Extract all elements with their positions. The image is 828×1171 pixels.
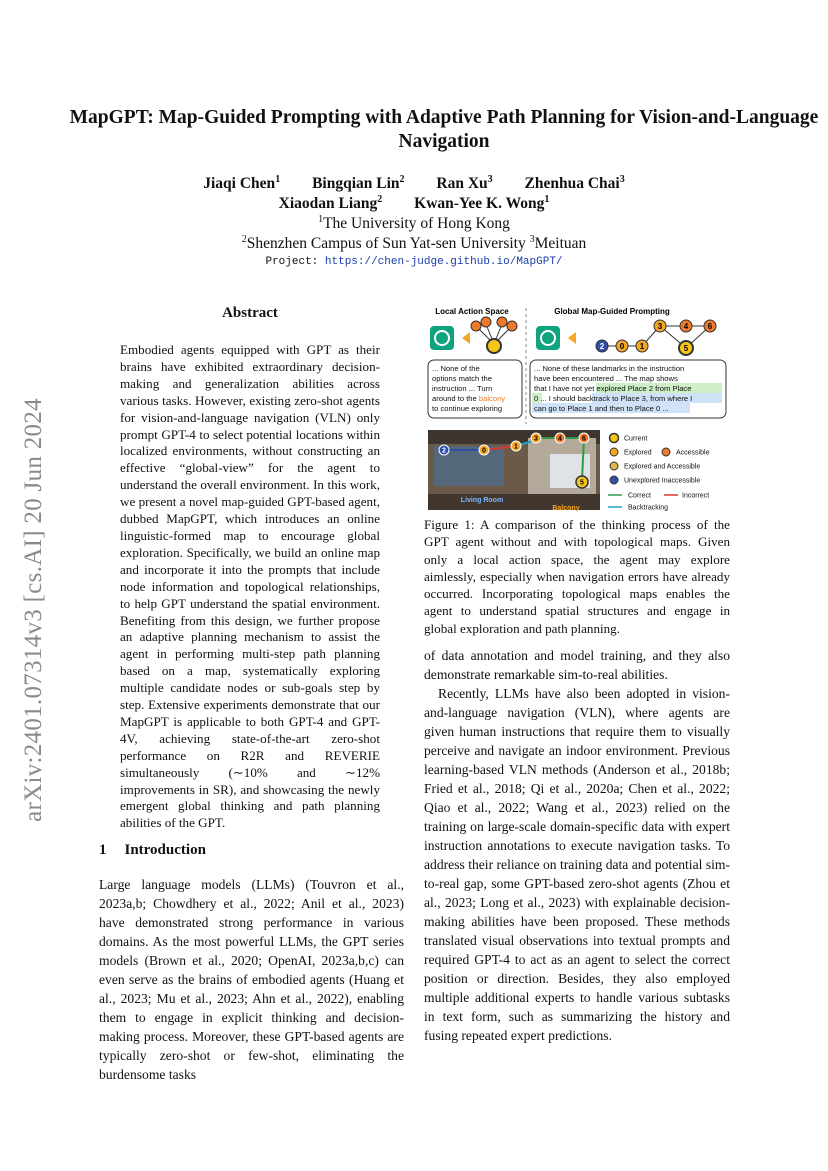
arxiv-identifier [14, 375, 54, 845]
svg-text:3: 3 [534, 435, 538, 443]
node-label: 5 [683, 344, 689, 353]
author-block [0, 174, 828, 254]
project-link[interactable]: https://chen-judge.github.io/MapGPT/ [324, 256, 563, 268]
figure-legend [608, 434, 710, 512]
arrow-left-icon [568, 332, 576, 344]
paper-title: MapGPT: Map-Guided Prompting with Adaptive Path Planning for Vision-and-Language Navigation [69, 107, 819, 152]
svg-text:Current: Current [624, 435, 648, 443]
section-heading: 1 Introduction [99, 842, 206, 858]
svg-text:0 ... I should backtrack to Pl: 0 ... I should backtrack to Place 3, from where I [534, 394, 693, 403]
svg-text:have been encountered ... The: have been encountered ... The map shows [534, 374, 678, 383]
node-label: 1 [639, 342, 645, 351]
affiliation-1: $^1$The University of Hong Kong [318, 213, 510, 232]
node-label: 2 [599, 342, 605, 351]
author: Jiaqi Chen$^1$ [203, 173, 281, 192]
arxiv-id-text: arXiv:2401.07314v3 [cs.AI] 20 Jun 2024 [20, 398, 47, 822]
svg-text:5: 5 [580, 479, 584, 487]
svg-text:options match the: options match the [432, 374, 492, 383]
svg-text:Incorrect: Incorrect [682, 492, 710, 500]
author: Xiaodan Liang$^2$ [278, 193, 383, 212]
author: Bingqian Lin$^2$ [312, 173, 405, 192]
node-accessible [481, 317, 491, 327]
svg-text:instruction ... Turn: instruction ... Turn [432, 384, 493, 393]
arrow-left-icon [462, 332, 470, 344]
project-label: Project: [265, 256, 325, 268]
svg-text:Correct: Correct [628, 492, 651, 500]
gpt-logo-icon [430, 326, 454, 350]
author: Zhenhua Chai$^3$ [524, 173, 625, 192]
svg-text:to continue exploring: to continue exploring [432, 404, 503, 413]
svg-text:1: 1 [514, 443, 518, 451]
author: Kwan-Yee K. Wong$^1$ [414, 193, 550, 212]
svg-text:can go to Place 1 and then to: can go to Place 1 and then to Place 0 ... [534, 404, 669, 413]
local-action-title: Local Action Space [435, 307, 509, 316]
author-row-2 [0, 194, 828, 214]
node-accessible [497, 317, 507, 327]
svg-text:Backtracking: Backtracking [628, 504, 669, 512]
paragraph: Recently, LLMs have also been adopted in vision-and-language navigation (VLN), where agents are given human instructions that require them to visually perceive and navigate an indoor environment. Previous learning-based VLN methods (Anderson et al., 2018b; Fried et al., 2018; Qi et al., 2020a; Chen et al., 2022; Qiao et al., 2022; Wang et al., 2023) relied on the training on large-scale domain-specific data with expert instruction annotations to execute navigation tasks. To address their reliance on training data and potential sim-to-real gap, some GPT-based zero-shot agents (Zhou et al., 2023; Long et al., 2023) with explainable decision-making abilities have been proposed. These methods translated visual observations into textual prompts and required GPT-4 to act as an agent to select the correct position or direction. Besides, they also employed multiple additional experts to handle various subtasks in text form, such as summarizing the history and fusing repeated expert predictions. [424, 686, 730, 1043]
svg-text:0: 0 [482, 447, 486, 455]
svg-text:that I have not yet explored P: that I have not yet explored Place 2 from Place [534, 384, 692, 393]
right-column-text [424, 646, 730, 1045]
svg-text:6: 6 [582, 435, 586, 443]
paragraph: of data annotation and model training, and they also demonstrate remarkable sim-to-real abilities. [424, 648, 730, 682]
figure-1 [424, 304, 730, 516]
svg-text:2: 2 [442, 447, 446, 455]
node-label: 0 [619, 342, 625, 351]
node-current [487, 339, 501, 353]
scene-image [428, 430, 600, 512]
node-label: 3 [657, 322, 663, 331]
svg-text:Unexplored Inaccessible: Unexplored Inaccessible [624, 477, 701, 485]
svg-text:Accessible: Accessible [676, 449, 710, 457]
node-label: 4 [683, 322, 689, 331]
svg-text:4: 4 [558, 435, 562, 443]
node-label: 6 [707, 322, 713, 331]
svg-text:around to the balcony: around to the balcony [432, 394, 506, 403]
svg-text:Explored: Explored [624, 449, 652, 457]
gpt-logo-icon [536, 326, 560, 350]
node-accessible [507, 321, 517, 331]
living-room-label: Living Room [460, 497, 504, 504]
author-row-1 [0, 174, 828, 194]
project-line [0, 256, 828, 268]
abstract-heading: Abstract [222, 305, 278, 321]
author: Ran Xu$^3$ [436, 173, 493, 192]
abstract-text: Embodied agents equipped with GPT as their brains have exhibited extraordinary decision-making and generalization abilities across various tasks. However, existing zero-shot agents for vision-and-language navigation (VLN) only prompt GPT-4 to select potential locations within localized environments, without constructing an effective “global-view” for the agent to understand the overall environment. In this work, we present a novel map-guided GPT-based agent, dubbed MapGPT, which introduces an online linguistic-formed map to encourage global exploration. Specifically, we build an online map and incorporate it into the prompts that include node information and topological relationships, to help GPT understand the spatial environment. Benefiting from this design, we further propose an adaptive planning mechanism to assist the agent in performing multi-step path planning based on a map, systematically exploring multiple candidate nodes or sub-goals step by step. Extensive experiments demonstrate that our MapGPT is applicable to both GPT-4 and GPT-4V, achieving state-of-the-art zero-shot performance on R2R and REVERIE simultaneously (∼10% and ∼12% improvements in SR), and showcasing the newly emergent global thinking and path planning abilities of the GPT. [120, 342, 380, 831]
affiliation-2-3: $^2$Shenzhen Campus of Sun Yat-sen University $^3$Meituan [241, 233, 587, 252]
svg-text:... None of these landmarks in: ... None of these landmarks in the instruction [534, 364, 685, 373]
global-prompting-title: Global Map-Guided Prompting [554, 307, 670, 316]
intro-text: Large language models (LLMs) (Touvron et al., 2023a,b; Chowdhery et al., 2022; Anil et al., 2023) have demonstrated strong performance in various domains. As the most powerful LLMs, the GPT series models (Brown et al., 2020; OpenAI, 2023a,b,c) can even serve as the brains of embodied agents (Huang et al., 2023; Mu et al., 2023; Ahn et al., 2022), enabling them to engage in explicit thinking and decision-making process. Moreover, these GPT-based agents are typically zero-shot or few-shot, eliminating the burdensome tasks [99, 877, 404, 1082]
node-accessible [471, 321, 481, 331]
figure-caption: Figure 1: A comparison of the thinking process of the GPT agent without and with topological maps. Given only a local action space, the agent may explore aimlessly, especially when navigation errors have already occurred. Incorporating topological maps enables the agent to understand spatial structures and engage in global exploration and path planning. [424, 517, 730, 636]
svg-text:Explored and Accessible: Explored and Accessible [624, 463, 701, 471]
svg-text:... None of the: ... None of the [432, 364, 480, 373]
balcony-label: Balcony [552, 505, 580, 512]
